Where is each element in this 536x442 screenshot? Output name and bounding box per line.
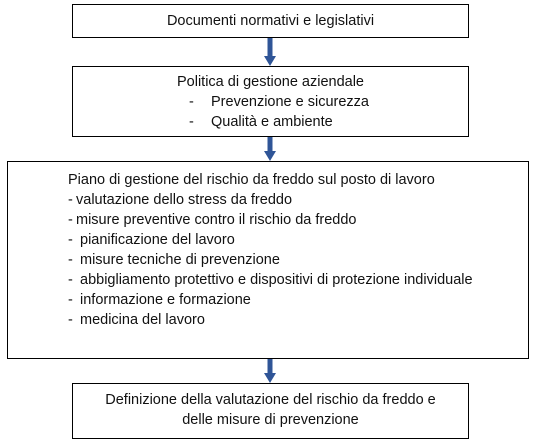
box-piano-gestione-rischio-title: Piano di gestione del rischio da freddo sul posto di lavoro <box>68 172 435 188</box>
box-definizione-valutazione <box>72 383 469 439</box>
box-definizione-line: delle misure di prevenzione <box>182 412 359 428</box>
list-item: - medicina del lavoro <box>68 312 205 328</box>
list-item: - pianificazione del lavoro <box>68 232 235 248</box>
list-item: - informazione e formazione <box>68 292 251 308</box>
box-politica-gestione <box>72 66 469 137</box>
list-item: - misure preventive contro il rischio da freddo <box>68 212 357 228</box>
box-piano-gestione-rischio <box>7 161 529 359</box>
list-item: - Qualità e ambiente <box>189 114 333 130</box>
list-item: - misure tecniche di prevenzione <box>68 252 280 268</box>
box-documenti-normativi-text: Documenti normativi e legislativi <box>166 13 375 29</box>
arrow-down-1 <box>264 38 276 66</box>
list-item: - abbigliamento protettivo e dispositivi di protezione individuale <box>68 272 473 288</box>
box-politica-gestione-title: Politica di gestione aziendale <box>176 74 364 90</box>
box-definizione-line: Definizione della valutazione del rischio da freddo e <box>105 392 436 408</box>
list-item: - Prevenzione e sicurezza <box>189 94 369 110</box>
box-documenti-normativi <box>72 4 469 38</box>
list-item: - valutazione dello stress da freddo <box>68 192 293 208</box>
